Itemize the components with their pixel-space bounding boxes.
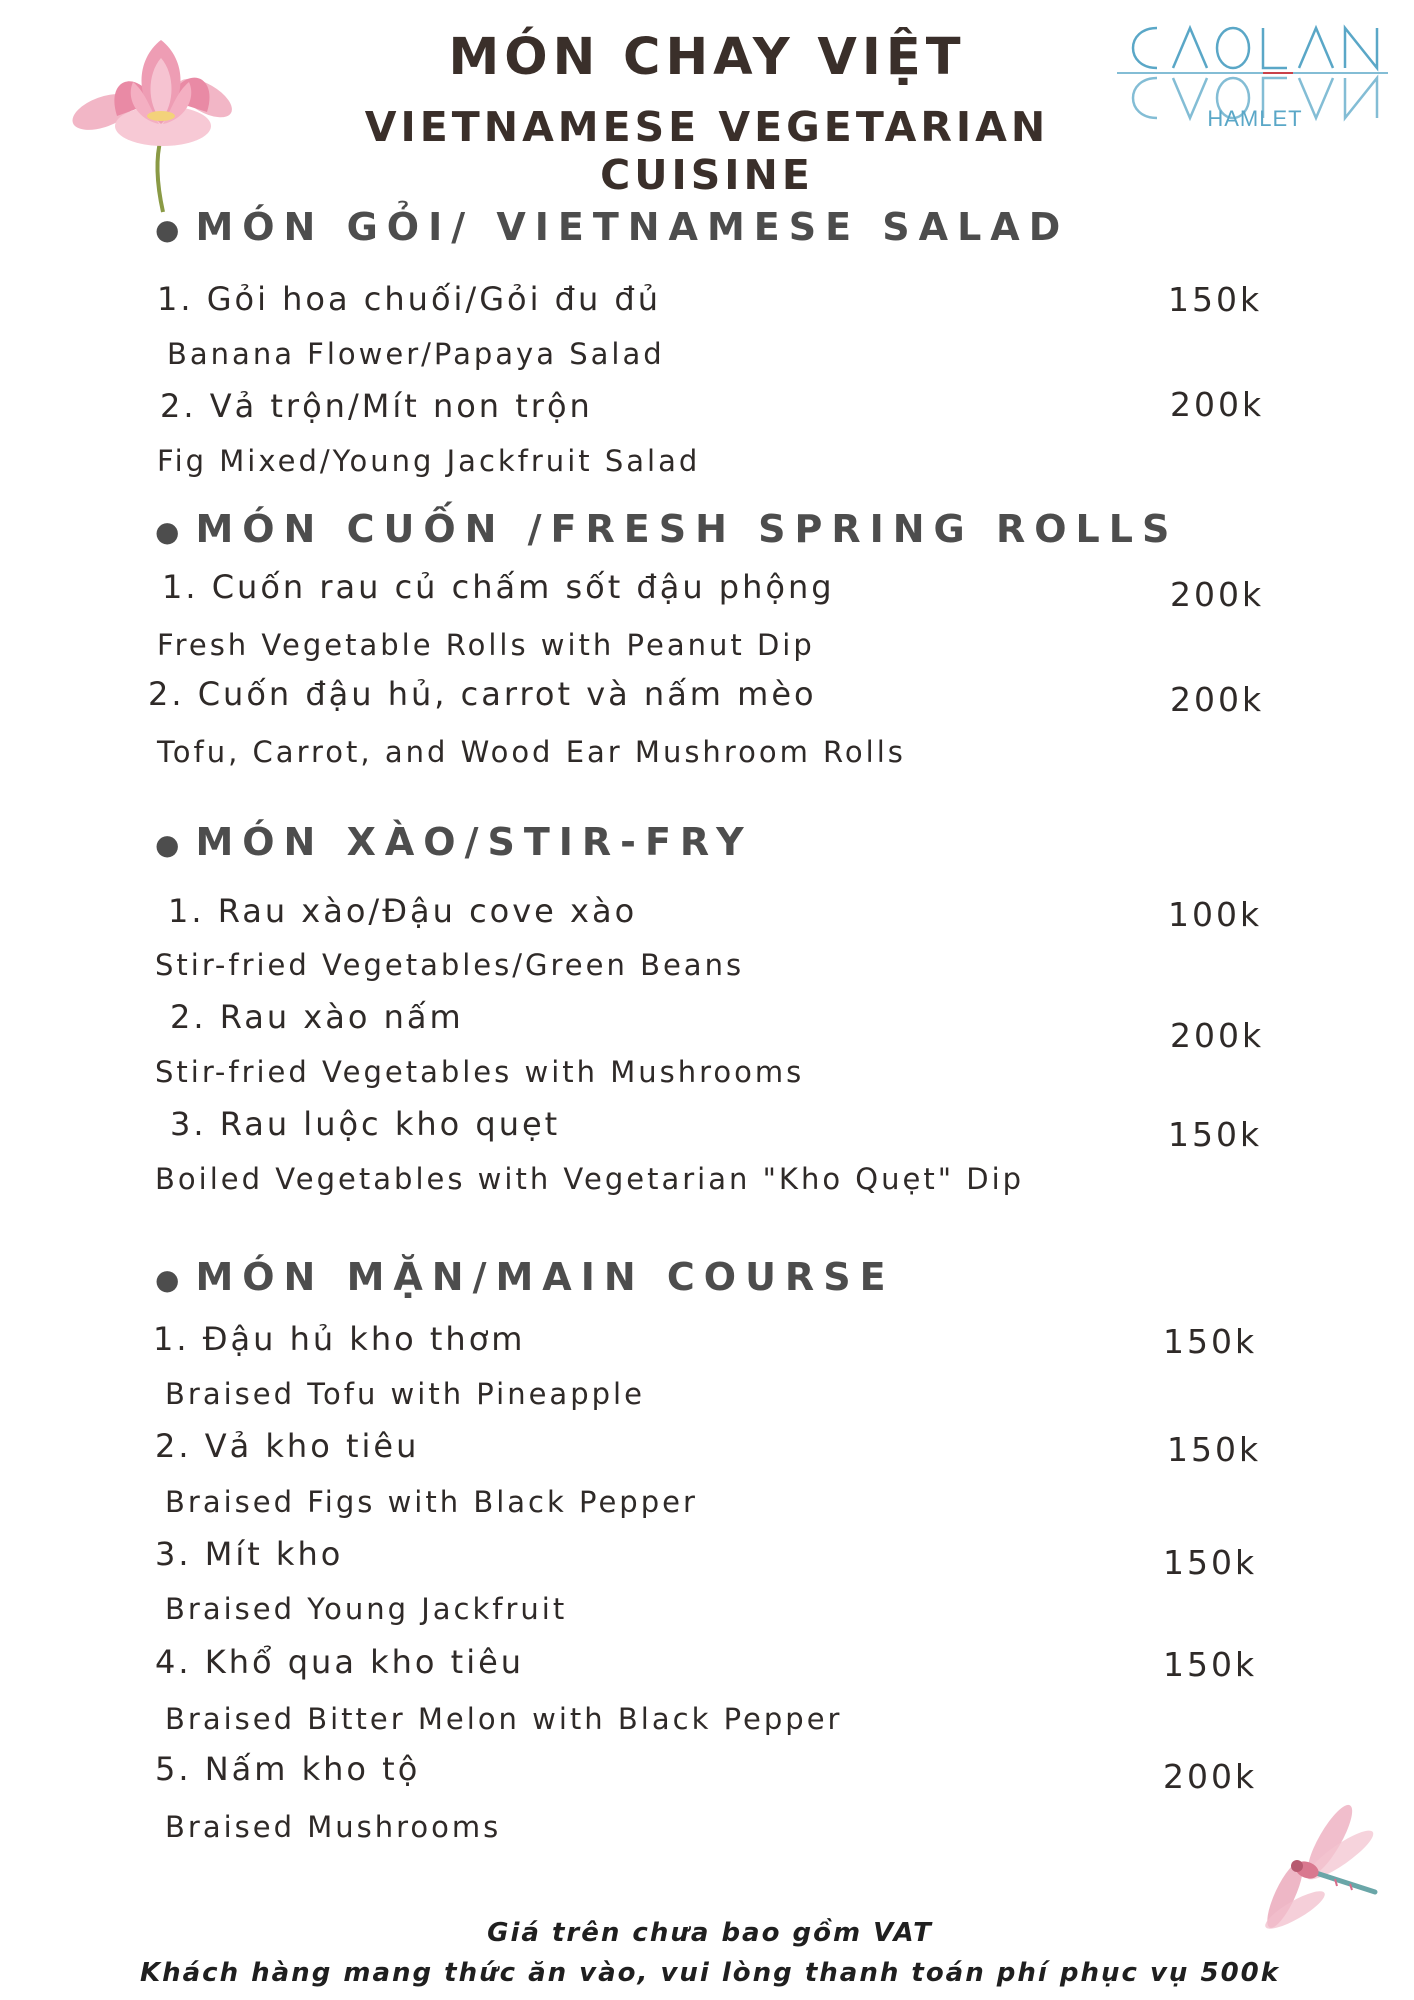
item-price: 150k bbox=[1163, 1645, 1258, 1684]
item-name-vi: 1. Đậu hủ kho thơm bbox=[153, 1320, 526, 1358]
logo-text: HAMLET bbox=[1207, 106, 1303, 131]
section-heading-salad: ● MÓN GỎI/ VIETNAMESE SALAD bbox=[155, 205, 1070, 249]
item-name-en: Braised Mushrooms bbox=[165, 1810, 502, 1844]
item-name-en: Stir-fried Vegetables/Green Beans bbox=[155, 948, 745, 982]
item-name-en: Tofu, Carrot, and Wood Ear Mushroom Rolls bbox=[157, 735, 906, 769]
item-name-en: Braised Figs with Black Pepper bbox=[165, 1485, 698, 1519]
item-name-vi: 2. Vả trộn/Mít non trộn bbox=[160, 387, 593, 425]
item-name-vi: 3. Rau luộc kho quẹt bbox=[170, 1105, 561, 1143]
item-name-vi: 2. Rau xào nấm bbox=[170, 998, 464, 1036]
item-price: 200k bbox=[1170, 385, 1265, 424]
item-price: 200k bbox=[1170, 680, 1265, 719]
item-name-en: Braised Bitter Melon with Black Pepper bbox=[165, 1702, 843, 1736]
item-name-vi: 4. Khổ qua kho tiêu bbox=[155, 1643, 525, 1681]
section-heading-main-course: ● MÓN MẶN/MAIN COURSE bbox=[155, 1255, 895, 1299]
item-name-vi: 5. Nấm kho tộ bbox=[155, 1750, 421, 1788]
item-name-en: Braised Young Jackfruit bbox=[165, 1592, 568, 1626]
item-price: 200k bbox=[1163, 1757, 1258, 1796]
item-name-en: Fig Mixed/Young Jackfruit Salad bbox=[157, 444, 701, 478]
item-name-en: Braised Tofu with Pineapple bbox=[165, 1377, 645, 1411]
item-price: 150k bbox=[1163, 1543, 1258, 1582]
item-price: 150k bbox=[1168, 1115, 1263, 1154]
menu-title: MÓN CHAY VIỆT bbox=[448, 28, 966, 87]
item-price: 200k bbox=[1170, 1016, 1265, 1055]
item-name-vi: 2. Vả kho tiêu bbox=[155, 1427, 420, 1465]
item-price: 150k bbox=[1168, 280, 1263, 319]
item-name-vi: 3. Mít kho bbox=[155, 1535, 344, 1573]
section-heading-spring-rolls: ● MÓN CUỐN /FRESH SPRING ROLLS bbox=[155, 507, 1179, 551]
bullet-icon: ● bbox=[155, 828, 180, 861]
item-name-en: Fresh Vegetable Rolls with Peanut Dip bbox=[157, 628, 815, 662]
section-heading-stir-fry: ● MÓN XÀO/STIR-FRY bbox=[155, 820, 753, 864]
menu-subtitle: VIETNAMESE VEGETARIAN CUISINE bbox=[364, 103, 1050, 199]
item-name-vi: 1. Cuốn rau củ chấm sốt đậu phộng bbox=[162, 568, 835, 606]
item-price: 150k bbox=[1167, 1430, 1262, 1469]
bullet-icon: ● bbox=[155, 1263, 180, 1296]
item-name-vi: 1. Gỏi hoa chuối/Gỏi đu đủ bbox=[157, 280, 661, 318]
item-price: 200k bbox=[1170, 575, 1265, 614]
item-name-en: Boiled Vegetables with Vegetarian "Kho Quẹt" Dip bbox=[155, 1162, 1025, 1196]
lotus-flower-icon bbox=[55, 20, 235, 215]
item-name-en: Stir-fried Vegetables with Mushrooms bbox=[155, 1055, 805, 1089]
item-price: 100k bbox=[1168, 895, 1263, 934]
bullet-icon: ● bbox=[155, 515, 180, 548]
vat-note: Giá trên chưa bao gồm VAT bbox=[487, 1918, 933, 1948]
item-name-vi: 1. Rau xào/Đậu cove xào bbox=[168, 892, 638, 930]
item-name-vi: 2. Cuốn đậu hủ, carrot và nấm mèo bbox=[148, 675, 817, 713]
bullet-icon: ● bbox=[155, 213, 180, 246]
service-fee-note: Khách hàng mang thức ăn vào, vui lòng thanh toán phí phục vụ 500k bbox=[139, 1958, 1281, 1988]
item-name-en: Banana Flower/Papaya Salad bbox=[167, 337, 665, 371]
item-price: 150k bbox=[1163, 1322, 1258, 1361]
